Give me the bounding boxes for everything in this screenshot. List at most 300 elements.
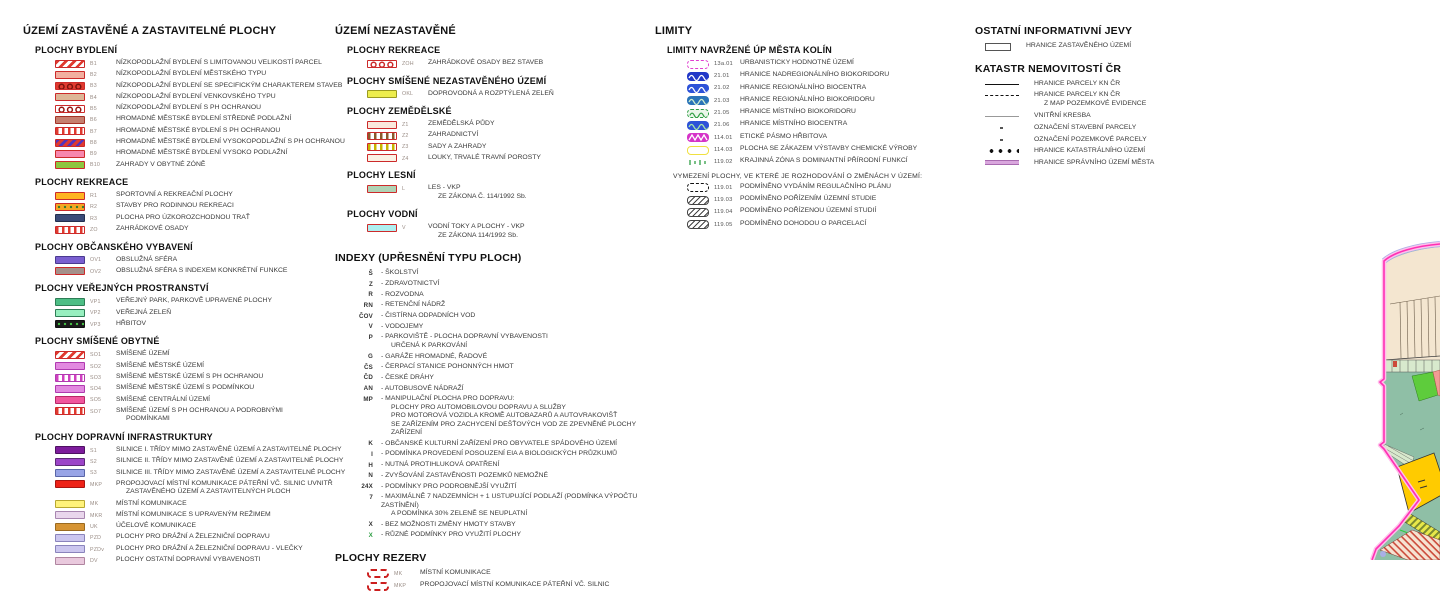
item-label [116, 149, 287, 157]
item-label [1034, 80, 1120, 88]
item-label [381, 395, 665, 437]
item-code: MKR [90, 512, 103, 519]
legend-item [55, 115, 383, 124]
item-label-line: PROPOJOVACÍ MÍSTNÍ KOMUNIKACE PÁTEŘNÍ VČ. SILNIC [420, 581, 610, 589]
item-code: RN [363, 301, 373, 309]
item-label-line: - PARKOVIŠTĚ - PLOCHA DOPRAVNÍ VYBAVENOSTI [381, 333, 548, 341]
item-label-line: - ČESKÉ DRÁHY [381, 373, 434, 381]
item-label-line: LOUKY, TRVALÉ TRAVNÍ POROSTY [428, 153, 541, 161]
item-label [740, 195, 876, 203]
legend-item [349, 323, 665, 331]
item-label-line: VEŘEJNÁ ZELEŇ [116, 308, 172, 316]
item-label-line: VNITŘNÍ KRESBA [1034, 111, 1091, 119]
legend-item [349, 385, 665, 393]
item-label-line: HRANICE REGIONÁLNÍHO BIOKORIDORU [740, 95, 875, 103]
item-label-line: PLOCHY PRO DRÁŽNÍ A ŽELEZNIČNÍ DOPRAVU [116, 533, 270, 541]
legend-item [55, 480, 383, 497]
item-code: B3 [90, 83, 97, 90]
item-code: B9 [90, 151, 97, 158]
item-label-line: HRANICE PARCELY KN ČR [1034, 79, 1121, 87]
legend-item [687, 145, 975, 155]
legend-item [349, 395, 665, 437]
color-swatch [367, 132, 397, 140]
color-swatch [687, 96, 709, 105]
section-heading: PLOCHY SMÍŠENÉ NEZASTAVĚNÉHO ÚZEMÍ [347, 75, 547, 86]
color-swatch [367, 569, 389, 578]
item-label-line: - RŮZNÉ PODMÍNKY PRO VYUŽITÍ PLOCHY [381, 531, 521, 539]
item-code: R2 [90, 204, 98, 211]
item-label [116, 127, 280, 135]
item-code: B5 [90, 105, 97, 112]
color-swatch [985, 136, 1019, 144]
item-label-line: SADY A ZAHRADY [428, 142, 487, 150]
item-code: ČOV [358, 312, 373, 320]
item-code: VP2 [90, 310, 101, 317]
item-label-line: - ROZVODNA [381, 290, 424, 298]
item-label-line: HRANICE KATASTRÁLNÍHO ÚZEMÍ [1034, 147, 1146, 155]
section-heading: OSTATNÍ INFORMATIVNÍ JEVY [975, 25, 1133, 37]
item-code: SO2 [90, 363, 102, 370]
item-label-line: - RETENČNÍ NÁDRŽ [381, 301, 446, 309]
legend-item [985, 80, 1275, 89]
color-swatch [55, 309, 85, 317]
item-label-line: - NUTNÁ PROTIHLUKOVÁ OPATŘENÍ [381, 461, 500, 469]
item-label [740, 120, 847, 128]
item-label-line: A PODMÍNKA 30% ZELENĚ SE NEUPLATNÍ [391, 510, 528, 518]
item-label [116, 545, 303, 553]
item-label [428, 143, 486, 151]
item-label-line: - ČISTÍRNA ODPADNÍCH VOD [381, 312, 476, 320]
item-label [740, 220, 866, 228]
item-code: 119.03 [714, 196, 733, 203]
item-code: 119.02 [714, 159, 733, 166]
legend-item [55, 407, 383, 424]
item-code: OV2 [90, 268, 102, 275]
item-code: MP [363, 395, 373, 403]
item-code: Š [368, 269, 373, 277]
legend-item [367, 581, 665, 591]
item-code: VP3 [90, 321, 101, 328]
legend-section [335, 76, 665, 99]
item-label-line: OBSLUŽNÁ SFÉRA [116, 255, 178, 263]
legend-item [349, 269, 665, 277]
legend-item [367, 569, 665, 579]
legend-item [687, 71, 975, 81]
color-swatch [55, 298, 85, 306]
legend-item [55, 256, 383, 265]
item-label-line: HROMADNÉ MĚSTSKÉ BYDLENÍ VYSOKO PODLAŽNÍ [116, 149, 288, 157]
item-label [116, 297, 272, 305]
color-swatch [687, 109, 709, 118]
item-code: Z1 [402, 121, 409, 128]
legend-item [55, 93, 383, 102]
legend-item [367, 143, 665, 152]
legend-section [975, 25, 1275, 51]
item-code: B6 [90, 117, 97, 124]
color-swatch [367, 185, 397, 193]
item-label [740, 96, 875, 104]
item-label-line: - ŠKOLSTVÍ [381, 269, 419, 277]
item-label-line: URBANISTICKY HODNOTNÉ ÚZEMÍ [740, 59, 854, 66]
legend-item [687, 195, 975, 205]
legend-item [985, 124, 1275, 133]
item-label-line: SE ZAŘÍZENÍM PRO ZACHYCENÍ DEŠŤOVÝCH VOD ZE ZPEVNĚNÉ PLOCHY ZAŘÍZENÍ [391, 420, 636, 437]
item-label-line: MÍSTNÍ KOMUNIKACE S UPRAVENÝM REŽIMEM [116, 510, 271, 518]
item-label-line: OZNAČENÍ POZEMKOVÉ PARCELY [1034, 135, 1147, 143]
item-code: SO1 [90, 352, 102, 359]
item-label-line: ZAHRADNICTVÍ [428, 131, 479, 139]
item-label-line: PROPOJOVACÍ MÍSTNÍ KOMUNIKACE PÁTEŘNÍ VČ. SILNIC UVNITŘ [116, 479, 333, 487]
color-swatch [687, 60, 709, 69]
item-label [116, 202, 234, 210]
item-label-line: PLOCHA SE ZÁKAZEM VÝSTAVBY CHEMICKÉ VÝROBY [740, 145, 918, 153]
color-swatch [55, 407, 85, 415]
item-label-line: HROMADNÉ MĚSTSKÉ BYDLENÍ VYSOKOPODLAŽNÍ S PH OCHRANOU [116, 138, 345, 146]
legend-item [55, 161, 383, 170]
legend-item [349, 450, 665, 458]
legend-item [687, 157, 975, 167]
legend-item [55, 214, 383, 223]
item-label [116, 59, 322, 67]
color-swatch [55, 267, 85, 275]
logo-reality-text: REALITY [1264, 65, 1347, 76]
item-label-line: PODMÍNĚNO VYDÁNÍM REGULAČNÍHO PLÁNU [740, 182, 892, 190]
legend-section [23, 242, 383, 276]
item-code: Z [369, 280, 373, 288]
item-label [428, 59, 543, 67]
item-label [116, 362, 204, 370]
color-swatch [367, 224, 397, 232]
item-label [1034, 124, 1136, 132]
item-label-line: SMÍŠENÉ MĚSTSKÉ ÚZEMÍ [116, 361, 204, 369]
legend-item [55, 384, 383, 393]
color-swatch [55, 469, 85, 477]
item-label [116, 309, 171, 317]
item-label [116, 161, 205, 169]
legend-section [335, 106, 665, 162]
item-code: S1 [90, 447, 97, 454]
legend-section [23, 432, 383, 565]
legend-item [687, 220, 975, 230]
section-heading: KATASTR NEMOVITOSTÍ ČR [975, 62, 1122, 75]
item-label-line: ZEMĚDĚLSKÁ PŮDY [428, 120, 495, 127]
legend-section [23, 177, 383, 233]
color-swatch [985, 43, 1011, 51]
legend-item [367, 223, 665, 240]
item-label-line: SMÍŠENÉ CENTRÁLNÍ ÚZEMÍ [116, 395, 211, 403]
legend-item [367, 59, 665, 68]
color-swatch [367, 582, 389, 591]
item-label [381, 363, 514, 371]
item-code: 7 [369, 493, 373, 501]
legend-item [367, 120, 665, 129]
item-code: 114.03 [714, 146, 733, 153]
legend-item [55, 149, 383, 158]
item-label [740, 84, 866, 92]
item-label [381, 483, 516, 491]
item-label [116, 104, 261, 112]
color-swatch [55, 60, 85, 68]
item-label-line: ZE ZÁKONA Č. 114/1992 Sb. [438, 192, 527, 200]
section-heading: PLOCHY BYDLENÍ [35, 45, 118, 55]
item-code: V [368, 323, 373, 331]
item-label [381, 301, 445, 309]
color-swatch [55, 557, 85, 565]
item-label-line: HRANICE MÍSTNÍHO BIOKORIDORU [740, 108, 856, 116]
item-label-line: - ZVYŠOVÁNÍ ZASTAVĚNOSTI POZEMKŮ NEMOŽNÉ [381, 471, 549, 479]
item-label [428, 120, 494, 128]
section-heading: PLOCHY SMÍŠENÉ OBYTNÉ [35, 336, 160, 347]
color-swatch [687, 158, 709, 167]
color-swatch [985, 92, 1019, 100]
legend-item [349, 353, 665, 361]
item-label [116, 267, 287, 275]
item-label-line: ZASTAVĚNÉHO ÚZEMÍ A ZASTAVITELNÝCH PLOCH [126, 488, 291, 496]
item-label-line: - VODOJEMY [381, 322, 424, 330]
legend-section [655, 45, 975, 167]
logo-mm-text: M&M [1269, 27, 1337, 59]
item-label-line: PODMÍNKAMI [126, 415, 170, 423]
legend-column-3 [655, 25, 975, 232]
item-code: 21.01 [714, 73, 730, 80]
item-label [381, 323, 423, 331]
item-label-line: ZAHRADY V OBYTNÉ ZÓNĚ [116, 160, 206, 168]
legend-item [349, 531, 665, 539]
color-swatch [55, 105, 85, 113]
item-label [116, 384, 254, 392]
legend-item [55, 457, 383, 466]
item-code: S2 [90, 459, 97, 465]
item-label-line: PLOCHY PRO DRÁŽNÍ A ŽELEZNIČNÍ DOPRAVU - VLEČKY [116, 544, 303, 552]
item-code: S3 [90, 470, 97, 477]
item-label-line: - MANIPULAČNÍ PLOCHA PRO DOPRAVU: [381, 395, 515, 403]
legend-item [55, 350, 383, 359]
color-swatch [55, 500, 85, 508]
item-label-line: PLOCHY OSTATNÍ DOPRAVNÍ VYBAVENOSTI [116, 556, 261, 564]
color-swatch [55, 71, 85, 79]
item-label [381, 312, 475, 320]
color-swatch [55, 139, 85, 147]
item-label-line: SMÍŠENÉ ÚZEMÍ S PH OCHRANOU A PODROBNÝMI [116, 406, 283, 414]
item-label-line: HRANICE REGIONÁLNÍHO BIOCENTRA [740, 83, 867, 91]
item-label [1034, 136, 1147, 144]
color-swatch [55, 458, 85, 466]
item-code: 21.03 [714, 97, 730, 104]
item-label [116, 407, 283, 424]
legend-item [55, 362, 383, 371]
item-label-line: SMÍŠENÉ MĚSTSKÉ ÚZEMÍ S PH OCHRANOU [116, 373, 264, 381]
legend-item [55, 59, 383, 68]
legend-section [335, 252, 665, 540]
item-code: B7 [90, 128, 97, 135]
color-swatch [55, 127, 85, 135]
item-code: G [367, 353, 373, 361]
item-label-line: HROMADNÉ MĚSTSKÉ BYDLENÍ S PH OCHRANOU [116, 126, 281, 134]
legend-item [349, 483, 665, 491]
item-label-line: SILNICE II. TŘÍDY MIMO ZASTAVĚNÉ ÚZEMÍ A ZASTAVITELNÉ PLOCHY [116, 457, 344, 465]
legend-item [55, 104, 383, 113]
legend-item [367, 154, 665, 163]
item-label-line: MÍSTNÍ KOMUNIKACE [116, 499, 187, 507]
section-heading: PLOCHY OBČANSKÉHO VYBAVENÍ [35, 241, 193, 252]
item-label-line: PODMÍNĚNO DOHODOU O PARCELACÍ [740, 219, 867, 227]
legend-item [349, 374, 665, 382]
item-label [381, 374, 434, 382]
legend-item [687, 96, 975, 106]
legend-item [985, 147, 1275, 155]
item-label-line: - ČERPACÍ STANICE POHONNÝCH HMOT [381, 363, 514, 371]
legend-item [349, 521, 665, 529]
item-label [1034, 147, 1145, 155]
item-label [116, 70, 266, 78]
legend-item [349, 312, 665, 320]
item-label [740, 71, 889, 79]
color-swatch [55, 150, 85, 158]
item-label-line: NÍZKOPODLAŽNÍ BYDLENÍ MĚSTSKÉHO TYPU [116, 70, 267, 78]
color-swatch [55, 385, 85, 393]
legend-item [55, 267, 383, 276]
item-label [420, 569, 491, 577]
legend-column-1 [23, 25, 383, 567]
item-label [1034, 112, 1091, 120]
item-code: X [368, 531, 373, 539]
map-fragment [1280, 230, 1440, 560]
item-code: SO3 [90, 374, 102, 381]
item-label [116, 469, 345, 477]
item-label-line: DOPROVODNÁ A ROZPTÝLENÁ ZELEŇ [428, 89, 554, 97]
item-code: DV [90, 557, 98, 564]
legend-item [55, 533, 383, 542]
legend-item [55, 511, 383, 520]
legend-item [55, 127, 383, 136]
item-label [116, 396, 210, 404]
legend-item [985, 42, 1275, 51]
item-code: R [368, 291, 373, 299]
legend-section [335, 45, 665, 68]
legend-item [55, 545, 383, 554]
legend-item [687, 120, 975, 130]
item-code: VP1 [90, 299, 101, 306]
item-code: 21.05 [714, 109, 730, 116]
item-code: 119.05 [714, 221, 733, 228]
item-label-line: STAVBY PRO RODINNOU REKREACI [116, 202, 234, 210]
item-label [381, 493, 665, 518]
color-swatch [985, 160, 1019, 165]
item-code: SO7 [90, 408, 102, 415]
legend-item [985, 91, 1275, 108]
item-label-line: - AUTOBUSOVÉ NÁDRAŽÍ [381, 384, 464, 392]
item-label [740, 207, 876, 215]
item-code: AN [363, 385, 373, 393]
item-label [1034, 91, 1146, 108]
item-label [381, 333, 548, 350]
item-code: ZOH [402, 60, 414, 67]
item-label [740, 145, 917, 153]
legend-item [55, 522, 383, 531]
section-heading: PLOCHY VEŘEJNÝCH PROSTRANSTVÍ [35, 283, 209, 294]
color-swatch [55, 446, 85, 454]
color-swatch [985, 124, 1019, 132]
section-heading: PLOCHY VODNÍ [347, 209, 418, 220]
legend-section [975, 63, 1275, 168]
legend-item [55, 320, 383, 329]
item-label [740, 59, 854, 67]
item-label [116, 533, 270, 541]
legend-item [687, 84, 975, 94]
item-label [428, 90, 554, 98]
color-swatch [367, 143, 397, 151]
item-label-line: PODMÍNĚNO POŘÍZENÍM ÚZEMNÍ STUDIE [740, 195, 877, 203]
item-label-line: OBSLUŽNÁ SFÉRA S INDEXEM KONKRÉTNÍ FUNKCE [116, 266, 288, 274]
item-label-line: ZAHRÁDKOVÉ OSADY BEZ STAVEB [428, 59, 544, 66]
item-code: L [402, 186, 406, 193]
item-label-line: PRO MOTOROVÁ VOZIDLA KROMĚ AUTOBAZARŮ A AUTOVRAKOVIŠŤ [391, 412, 618, 420]
item-code: B1 [90, 60, 97, 67]
legend-column-2 [335, 25, 665, 594]
color-swatch [687, 196, 709, 205]
item-label-line: - PODMÍNKY PRO PODROBNĚJŠÍ VYUŽITÍ [381, 482, 517, 490]
item-code: ZO [90, 226, 98, 233]
section-heading: PLOCHY LESNÍ [347, 170, 416, 181]
item-code: X [368, 521, 373, 529]
item-label [420, 581, 609, 589]
color-swatch [55, 480, 85, 488]
item-label-line: SILNICE I. TŘÍDY MIMO ZASTAVĚNÉ ÚZEMÍ A ZASTAVITELNÉ PLOCHY [116, 445, 342, 453]
legend-section [655, 173, 975, 229]
color-swatch [55, 214, 85, 222]
section-heading: INDEXY (UPŘESNĚNÍ TYPU PLOCH) [335, 252, 522, 265]
item-label [116, 93, 276, 101]
item-label [116, 225, 189, 233]
color-swatch [55, 511, 85, 519]
legend-item [985, 136, 1275, 145]
item-label [428, 154, 541, 162]
section-heading: LIMITY NAVRŽENÉ ÚP MĚSTA KOLÍN [667, 45, 833, 55]
item-label [740, 183, 891, 191]
item-label-line: - OBČANSKÉ KULTURNÍ ZAŘÍZENÍ PRO OBYVATELE SPÁDOVÉHO ÚZEMÍ [381, 439, 618, 447]
item-label-line: HRANICE PARCELY KN ČR [1034, 91, 1121, 99]
item-label [116, 115, 291, 123]
item-code: MK [90, 501, 99, 508]
color-swatch [985, 148, 1019, 154]
color-swatch [55, 362, 85, 370]
item-code: OKL [402, 91, 414, 98]
item-label-line: PLOCHA PRO ÚZKOROZCHODNOU TRAŤ [116, 213, 250, 221]
item-label [116, 320, 146, 328]
item-code: N [368, 472, 373, 480]
item-label-line: HRANICE ZASTAVĚNÉHO ÚZEMÍ [1026, 42, 1132, 49]
legend-item [55, 556, 383, 565]
item-label-line: - MAXIMÁLNĚ 7 NADZEMNÍCH + 1 USTUPUJÍCÍ PODLAŽÍ (PODMÍNKA VÝPOČTU ZASTÍNĚNÍ) [381, 493, 638, 509]
legend-item [349, 301, 665, 309]
color-swatch [55, 545, 85, 553]
legend-section [335, 552, 665, 591]
legend-item [687, 133, 975, 143]
legend-item [55, 309, 383, 318]
item-code: 21.06 [714, 122, 730, 129]
color-swatch [55, 192, 85, 200]
item-label [1026, 42, 1131, 50]
item-label-line: NÍZKOPODLAŽNÍ BYDLENÍ SE SPECIFICKÝM CHARAKTEREM STAVEB [116, 81, 343, 89]
item-label-line: ÚČELOVÉ KOMUNIKACE [116, 522, 197, 530]
item-label [740, 108, 856, 116]
item-label-line: SPORTOVNÍ A REKREAČNÍ PLOCHY [116, 191, 233, 199]
item-label [116, 556, 260, 564]
item-label-line: HRANICE NADREGIONÁLNÍHO BIOKORIDORU [740, 71, 890, 79]
color-swatch [55, 203, 85, 211]
item-label [116, 138, 345, 146]
color-swatch [55, 226, 85, 234]
